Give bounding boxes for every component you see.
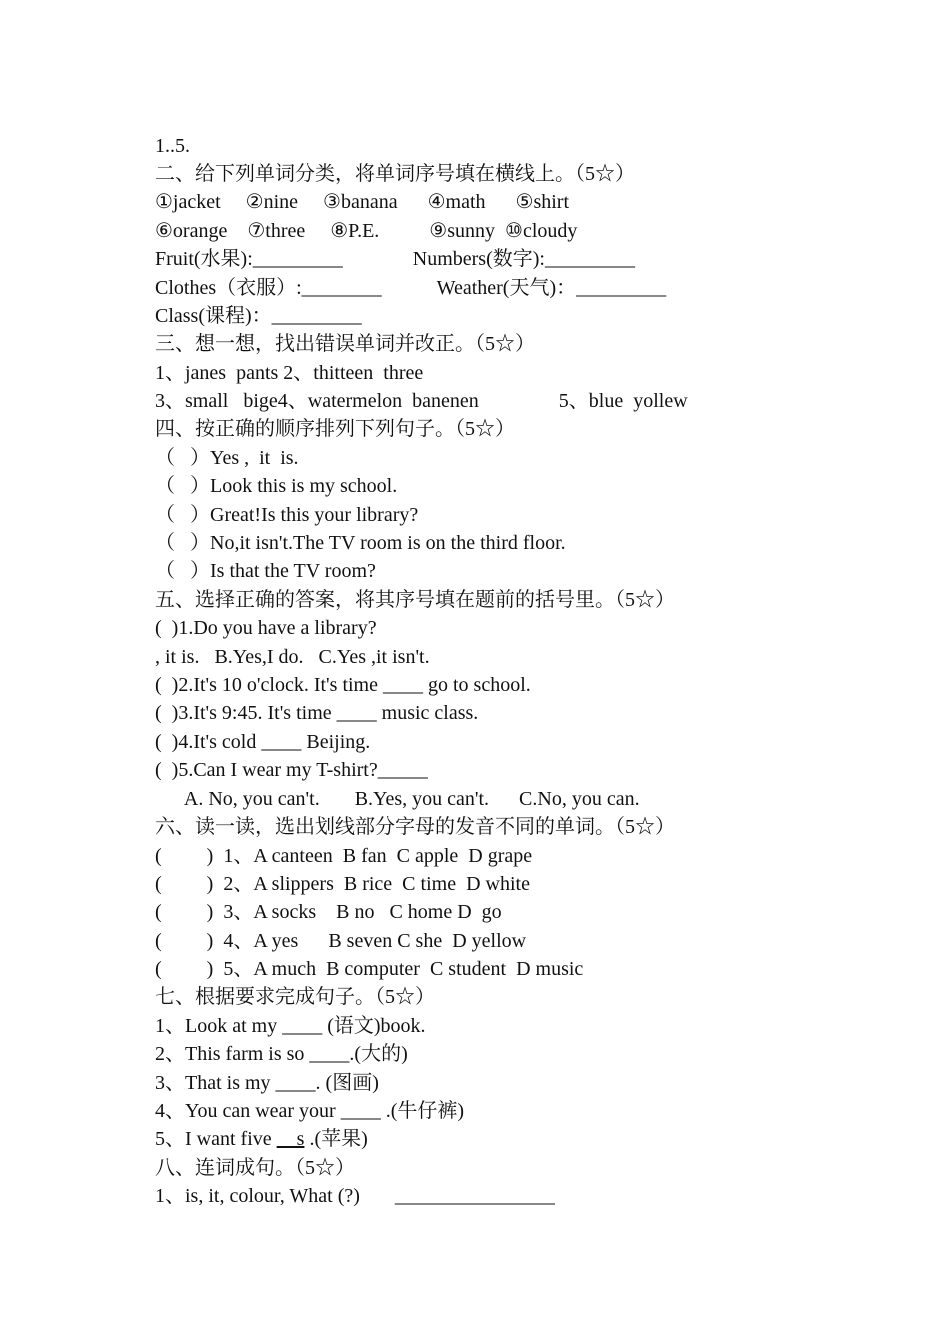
section-3-row-2: 3、small bige4、watermelon banenen 5、blue yollew [155, 390, 688, 412]
section-8-row-1: 1、is, it, colour, What (?) ________________ [155, 1185, 555, 1207]
section-2-title: 二、给下列单词分类，将单词序号填在横线上。（5☆） [155, 163, 635, 185]
section-6-title: 六、读一读，选出划线部分字母的发音不同的单词。（5☆） [155, 816, 675, 838]
section-5-line: ( )5.Can I wear my T-shirt?_____ [155, 759, 428, 781]
section-4-item: （ ）Is that the TV room? [155, 560, 376, 582]
section-2-category-clothes-weather: Clothes（衣服）:________ Weather(天气)：_________ [155, 277, 667, 299]
section-2-words-row-2: ⑥orange ⑦three ⑧P.E. ⑨sunny ⑩cloudy [155, 220, 578, 242]
section-7-item: 2、This farm is so ____.(大的) [155, 1043, 408, 1065]
section-5-line: , it is. B.Yes,I do. C.Yes ,it isn't. [155, 646, 430, 668]
section-4-title: 四、按正确的顺序排列下列句子。（5☆） [155, 418, 515, 440]
section-7-item: 1、Look at my ____ (语文)book. [155, 1015, 426, 1037]
section-6-item: ( ) 4、A yes B seven C she D yellow [155, 930, 527, 952]
section-6-item: ( ) 1、A canteen B fan C apple D grape [155, 845, 533, 867]
section-4-item: （ ）Yes , it is. [155, 447, 299, 469]
section-4-item: （ ）Look this is my school. [155, 475, 398, 497]
section-5-options: A. No, you can't. B.Yes, you can't. C.No, you can. [155, 788, 640, 810]
section-2-category-class: Class(课程)：_________ [155, 305, 362, 327]
section-3-title: 三、想一想，找出错误单词并改正。（5☆） [155, 333, 535, 355]
section-7-item: 4、You can wear your ____ .(牛仔裤) [155, 1100, 465, 1122]
page-number-line: 1..5. [155, 135, 190, 157]
section-2-words-row-1: ①jacket ②nine ③banana ④math ⑤shirt [155, 191, 570, 213]
section-6-item: ( ) 2、A slippers B rice C time D white [155, 873, 530, 895]
section-6-item: ( ) 5、A much B computer C student D music [155, 958, 584, 980]
section-5-line: ( )3.It's 9:45. It's time ____ music class. [155, 702, 479, 724]
section-6-item: ( ) 3、A socks B no C home D go [155, 901, 502, 923]
section-3-row-1: 1、janes pants 2、thitteen three [155, 362, 424, 384]
item-5-blank: s [276, 1128, 305, 1150]
section-7-item: 3、That is my ____. (图画) [155, 1072, 379, 1094]
section-5-line: ( )2.It's 10 o'clock. It's time ____ go to school. [155, 674, 531, 696]
section-4-item: （ ）No,it isn't.The TV room is on the third floor. [155, 532, 566, 554]
section-5-title: 五、选择正确的答案，将其序号填在题前的括号里。（5☆） [155, 589, 675, 611]
section-5-line: ( )4.It's cold ____ Beijing. [155, 731, 371, 753]
item-5-prefix: 5、I want five [155, 1128, 277, 1150]
section-7-item-5 [155, 1125, 368, 1153]
section-4-item: （ ）Great!Is this your library? [155, 504, 419, 526]
section-7-title: 七、根据要求完成句子。（5☆） [155, 986, 435, 1008]
section-5-line: ( )1.Do you have a library? [155, 617, 377, 639]
section-2-category-fruit-numbers: Fruit(水果):_________ Numbers(数字):_________ [155, 248, 635, 270]
item-5-suffix: .(苹果) [304, 1128, 368, 1150]
section-8-title: 八、连词成句。（5☆） [155, 1157, 355, 1179]
